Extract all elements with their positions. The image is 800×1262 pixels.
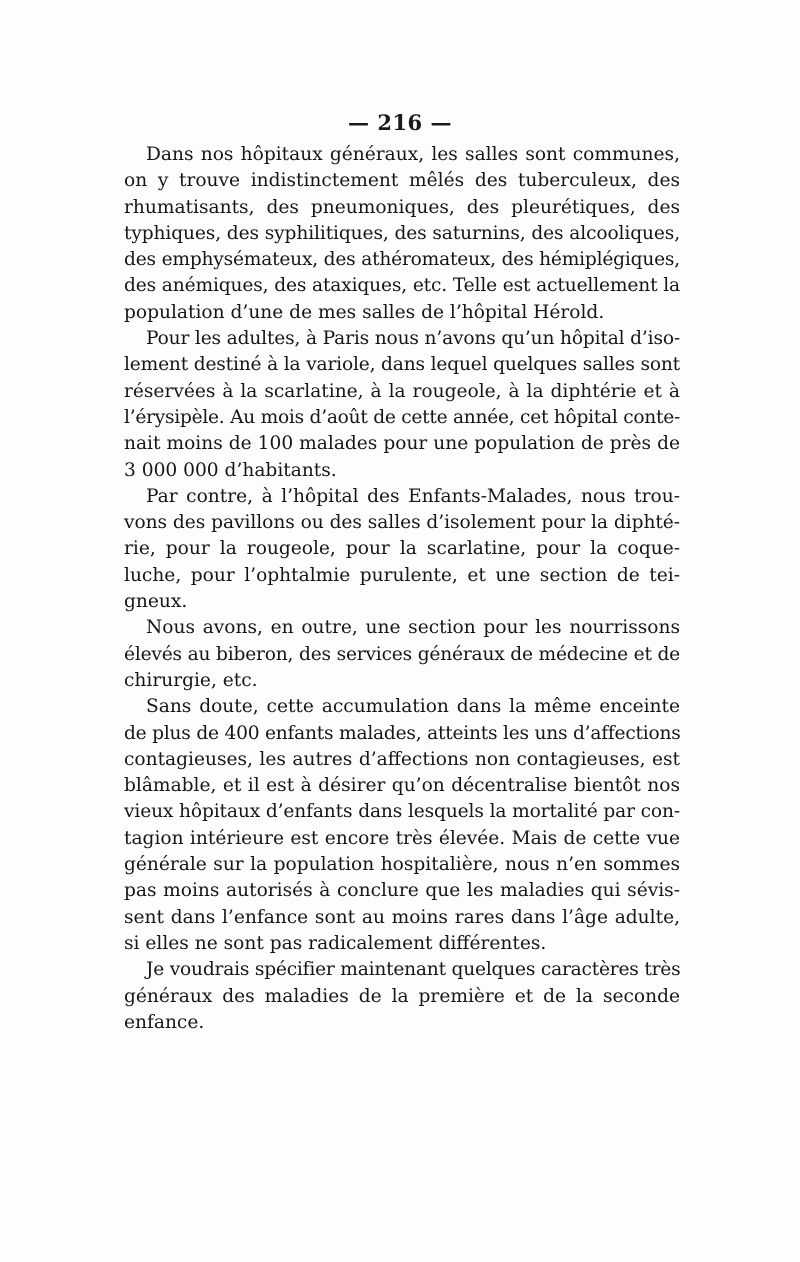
text-line: des anémiques, des ataxiques, etc. Telle est actuellement la — [124, 275, 680, 297]
text-line: élevés au biberon, des services généraux de médecine et de — [124, 643, 680, 665]
page-number: — 216 — — [348, 110, 452, 135]
text-line: on y trouve indistinctement mêlés des tuberculeux, des — [124, 170, 680, 192]
text-line: nait moins de 100 malades pour une population de près de — [124, 433, 680, 455]
text-line: si elles ne sont pas radicalement différentes. — [124, 932, 547, 954]
text-line: vieux hôpitaux d’enfants dans lesquels la mortalité par con- — [124, 801, 680, 823]
text-line: 3 000 000 d’habitants. — [124, 459, 337, 481]
text-line: Nous avons, en outre, une section pour les nourrissons — [146, 617, 680, 639]
text-line: Je voudrais spécifier maintenant quelques caractères très — [146, 959, 681, 981]
text-line: réservées à la scarlatine, à la rougeole, à la diphtérie et à — [124, 380, 680, 402]
text-line: rhumatisants, des pneumoniques, des pleurétiques, des — [124, 196, 680, 218]
text-line: gneux. — [124, 591, 188, 613]
text-line: chirurgie, etc. — [124, 669, 258, 691]
text-line: lement destiné à la variole, dans lequel quelques salles sont — [124, 354, 680, 376]
text-line: l’érysipèle. Au mois d’août de cette année, cet hôpital conte- — [124, 406, 680, 428]
text-line: rie, pour la rougeole, pour la scarlatine, pour la coque- — [124, 538, 680, 560]
text-line: de plus de 400 enfants malades, atteints les uns d’affections — [124, 722, 681, 744]
text-line: pas moins autorisés à conclure que les maladies qui sévis- — [124, 880, 680, 902]
text-line: blâmable, et il est à désirer qu’on décentralise bientôt nos — [124, 775, 680, 797]
text-line: généraux des maladies de la première et de la seconde — [124, 985, 680, 1007]
text-line: des emphysémateux, des athéromateux, des hémiplégiques, — [124, 249, 680, 271]
text-line: tagion intérieure est encore très élevée. Mais de cette vue — [124, 827, 680, 849]
text-line: typhiques, des syphilitiques, des saturnins, des alcooliques, — [124, 222, 680, 244]
text-line: vons des pavillons ou des salles d’isolement pour la diphté- — [124, 512, 680, 534]
text-line: Pour les adultes, à Paris nous n’avons qu’un hôpital d’iso- — [146, 328, 680, 350]
text-line: Sans doute, cette accumulation dans la même enceinte — [146, 696, 680, 718]
text-line: contagieuses, les autres d’affections non contagieuses, est — [124, 748, 680, 770]
text-line: sent dans l’enfance sont au moins rares dans l’âge adulte, — [124, 906, 680, 928]
text-line: luche, pour l’ophtalmie purulente, et une section de tei- — [124, 564, 680, 586]
text-line: Dans nos hôpitaux généraux, les salles sont communes, — [146, 144, 680, 165]
text-line: Par contre, à l’hôpital des Enfants-Malades, nous trou- — [146, 485, 680, 507]
text-line: population d’une de mes salles de l’hôpital Hérold. — [124, 301, 605, 323]
text-line: générale sur la population hospitalière, nous n’en sommes — [124, 854, 680, 876]
body-text — [124, 142, 680, 1036]
text-line: enfance. — [124, 1011, 205, 1033]
